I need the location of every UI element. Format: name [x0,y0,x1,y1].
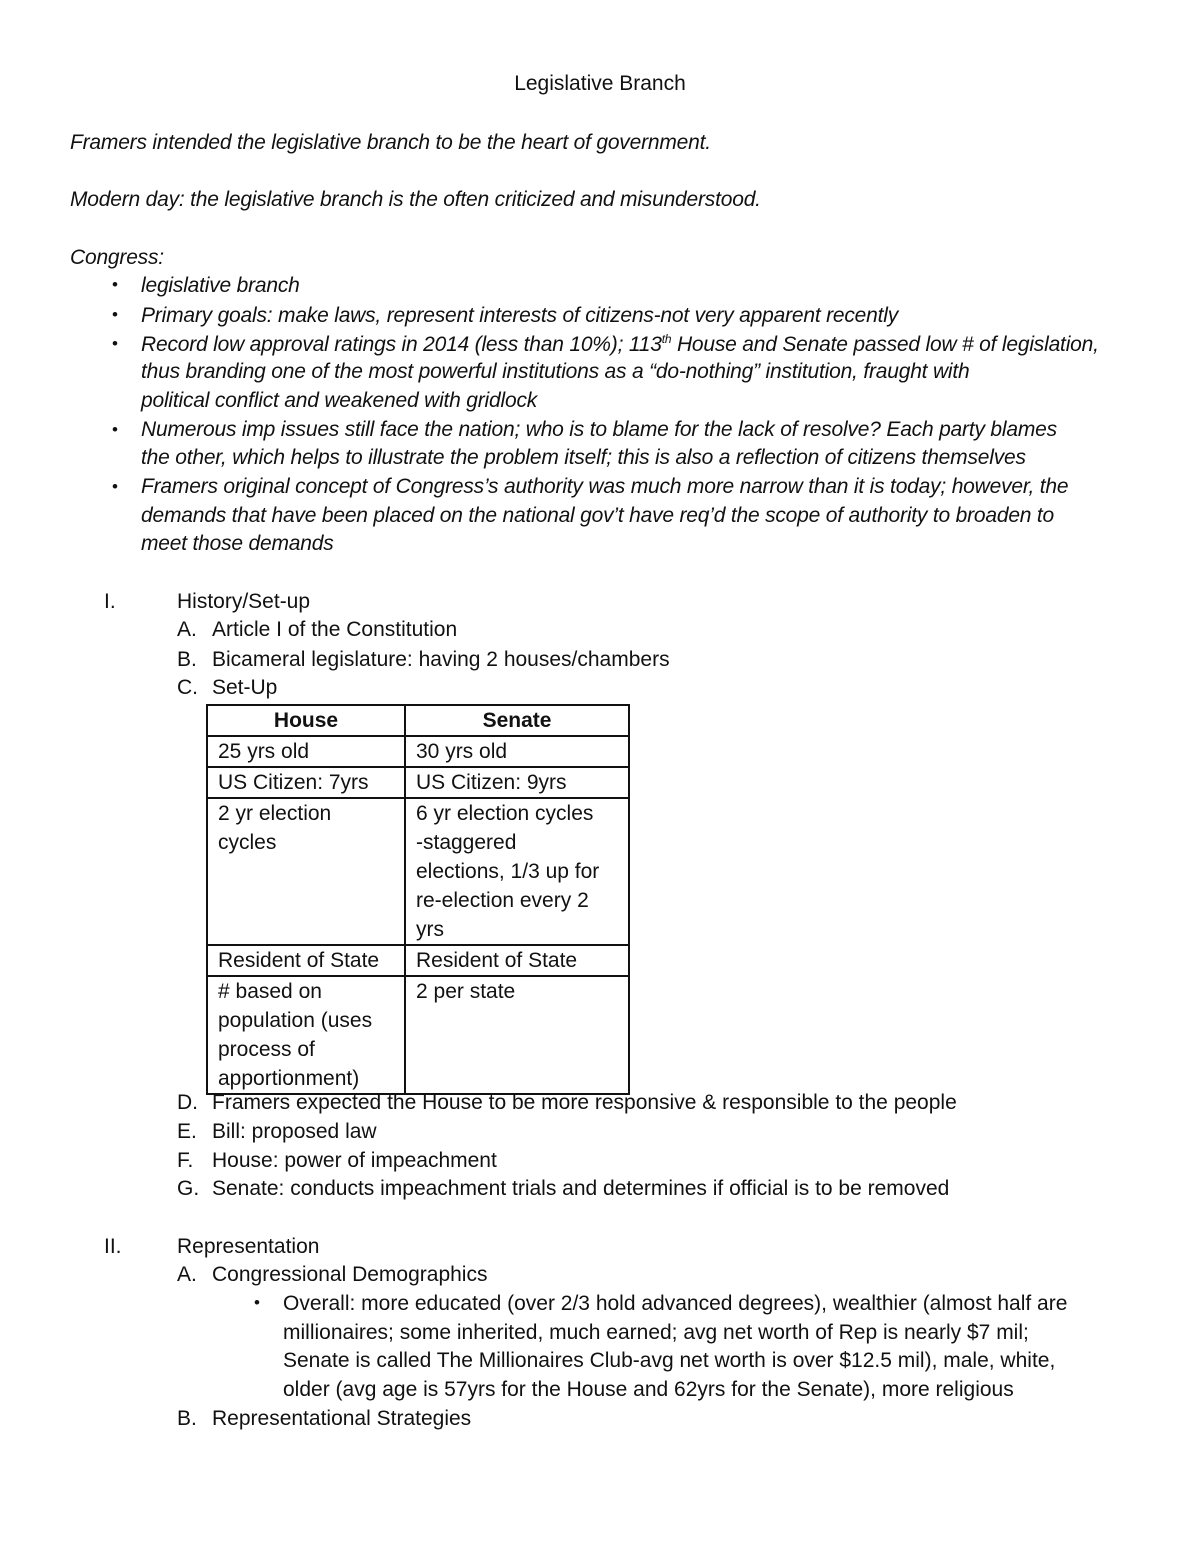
item-text: Article I of the Constitution [212,618,458,641]
item-text: House: power of impeachment [212,1149,497,1172]
table-header-senate: Senate [405,705,629,736]
item-letter: B. [177,1407,197,1430]
congress-bullet-5-line-3: meet those demands [141,532,334,555]
table-cell: Resident of State [207,945,405,976]
item-letter: E. [177,1120,197,1143]
bullet-icon: • [112,275,118,294]
table-cell: 2 yr election cycles [207,798,405,945]
item-letter: B. [177,648,197,671]
table-cell: 6 yr election cycles -staggered elections, 1/3 up for re-election every 2 yrs [405,798,629,945]
table-cell: 30 yrs old [405,736,629,767]
bullet-icon: • [112,420,118,439]
section-1-numeral: I. [104,590,116,613]
item-letter: D. [177,1091,198,1114]
table-cell: # based on population (uses process of apportionment) [207,976,405,1094]
table-cell: US Citizen: 9yrs [405,767,629,798]
section-2-numeral: II. [104,1235,122,1258]
table-cell: 25 yrs old [207,736,405,767]
congress-bullet-3-line-2: thus branding one of the most powerful institutions as a “do-nothing” institution, fraught with [141,360,970,383]
congress-bullet-3-line-1: Record low approval ratings in 2014 (less than 10%); 113th House and Senate passed low # of legislation, [141,332,1099,356]
item-letter: A. [177,1263,197,1286]
demographics-line-1: Overall: more educated (over 2/3 hold advanced degrees), wealthier (almost half are [283,1292,1068,1315]
congress-bullet-3-line-3: political conflict and weakened with gridlock [141,389,538,412]
item-text: Bicameral legislature: having 2 houses/chambers [212,648,670,671]
page-title: Legislative Branch [514,72,686,95]
section-1-heading: History/Set-up [177,590,311,613]
item-letter: F. [177,1149,194,1172]
item-text: Framers expected the House to be more responsive & responsible to the people [212,1091,957,1114]
setup-table [206,704,630,1095]
item-letter: C. [177,676,198,699]
item-letter: A. [177,618,197,641]
section-2-heading: Representation [177,1235,320,1258]
congress-bullet-5-line-1: Framers original concept of Congress’s authority was much more narrow than it is today; however, the [141,475,1069,498]
demographics-line-2: millionaires; some inherited, much earned; avg net worth of Rep is nearly $7 mil; [283,1321,1029,1344]
congress-bullet-1: legislative branch [141,274,300,297]
table-row [207,945,629,976]
item-letter: G. [177,1177,200,1200]
congress-heading: Congress: [70,246,164,269]
item-text: Representational Strategies [212,1407,472,1430]
intro-line-2: Modern day: the legislative branch is the often criticized and misunderstood. [70,188,761,211]
bullet-icon: • [112,305,118,324]
congress-bullet-4-line-2: the other, which helps to illustrate the problem itself; this is also a reflection of citizens themselves [141,446,1026,469]
table-row [207,736,629,767]
table-row [207,976,629,1094]
bullet-icon: • [112,477,118,496]
congress-bullet-5-line-2: demands that have been placed on the national gov’t have req’d the scope of authority to broaden to [141,504,1055,527]
congress-bullet-4-line-1: Numerous imp issues still face the nation; who is to blame for the lack of resolve? Each party blames [141,418,1057,441]
table-header-house: House [207,705,405,736]
table-cell: US Citizen: 7yrs [207,767,405,798]
item-text: Bill: proposed law [212,1120,377,1143]
table-cell: 2 per state [405,976,629,1094]
table-cell: Resident of State [405,945,629,976]
intro-line-1: Framers intended the legislative branch to be the heart of government. [70,131,711,154]
demographics-line-4: older (avg age is 57yrs for the House and 62yrs for the Senate), more religious [283,1378,1014,1401]
bullet-icon: • [112,334,118,353]
table-row [207,767,629,798]
congress-bullet-2: Primary goals: make laws, represent interests of citizens-not very apparent recently [141,304,899,327]
item-text: Congressional Demographics [212,1263,488,1286]
demographics-line-3: Senate is called The Millionaires Club-avg net worth is over $12.5 mil), male, white, [283,1349,1056,1372]
item-text: Set-Up [212,676,278,699]
table-row [207,798,629,945]
item-text: Senate: conducts impeachment trials and determines if official is to be removed [212,1177,950,1200]
bullet-icon: • [254,1293,260,1312]
